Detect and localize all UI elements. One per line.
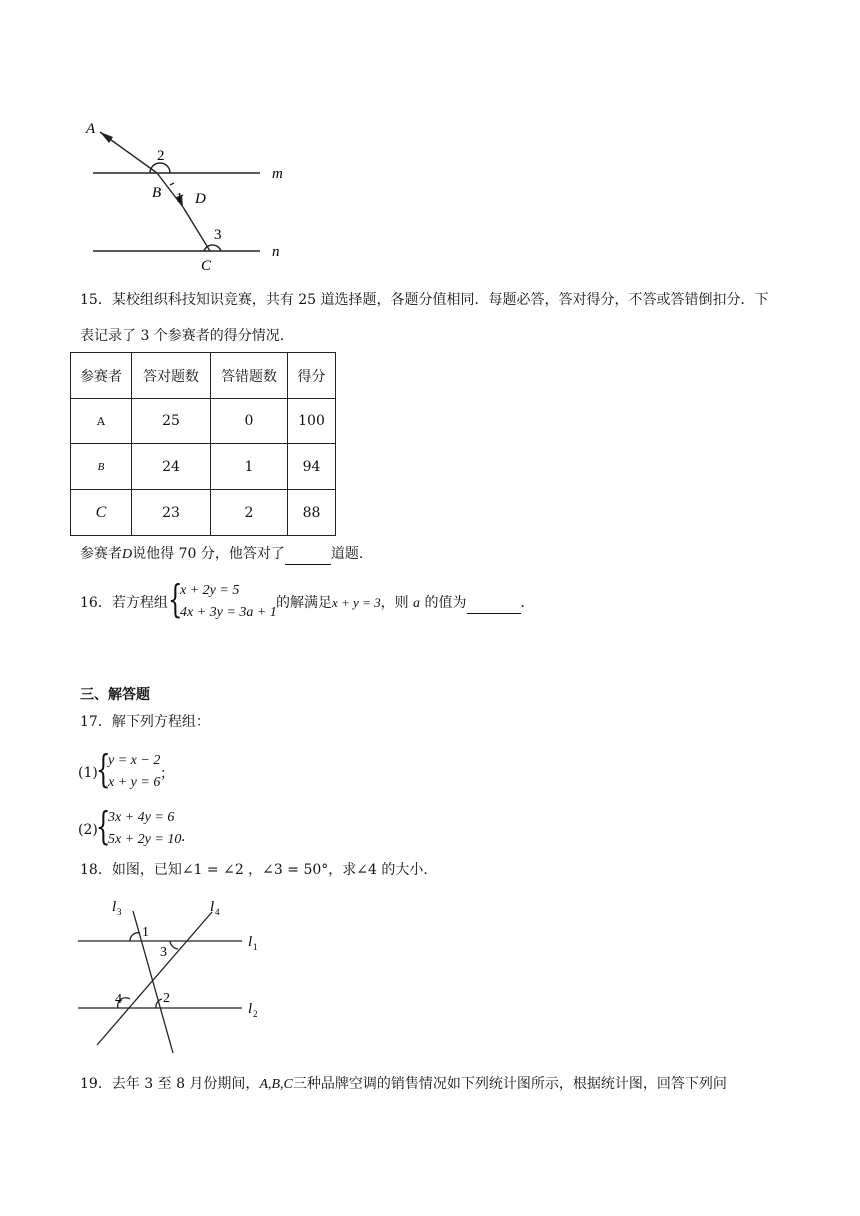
- table-cell: 0: [211, 399, 288, 444]
- table-cell: 94: [288, 444, 336, 490]
- q15-mid: 说他得 70 分，他答对了: [132, 546, 285, 562]
- q17-p1-eq1: y = x − 2: [108, 753, 161, 768]
- label-C: C: [201, 258, 212, 274]
- table-row: [71, 490, 336, 536]
- answer-blank[interactable]: [467, 599, 521, 614]
- q17-p1-label: (1): [78, 765, 98, 781]
- q15-suffix: 道题．: [330, 546, 373, 562]
- arrowhead-a: [100, 132, 113, 143]
- q17-p2-end: ．: [181, 829, 195, 845]
- table-cell: B: [71, 444, 132, 490]
- table-header-cell: 答错题数: [211, 353, 288, 399]
- q19-vars: A,B,C: [259, 1077, 293, 1092]
- brace-icon: {: [96, 747, 111, 791]
- q16-end: ．: [520, 595, 535, 611]
- q16-rest: [276, 593, 535, 614]
- answer-blank[interactable]: [285, 550, 331, 565]
- q16-condition: x + y = 3: [332, 595, 381, 610]
- angle-2-arc: [150, 163, 170, 173]
- figure-parallel-lines-mn: [80, 115, 300, 275]
- table-cell: 24: [132, 444, 211, 490]
- q17-p2-eq1: 3x + 4y = 6: [108, 810, 175, 825]
- table-cell: 2: [211, 490, 288, 536]
- label-angle-2: 2: [163, 991, 170, 1006]
- q16-mid2: ，则: [380, 595, 409, 611]
- table-cell: 25: [132, 399, 211, 444]
- label-l3: l: [112, 899, 117, 915]
- table-cell: 88: [288, 490, 336, 536]
- q19-text: [80, 1074, 727, 1095]
- q17-p1-end: ；: [160, 766, 174, 782]
- brace-icon: {: [168, 577, 183, 621]
- label-A: A: [86, 121, 96, 137]
- table-cell: 1: [211, 444, 288, 490]
- label-l2: l: [248, 1001, 253, 1017]
- q16-var-a: a: [413, 596, 421, 611]
- section-title: 三、解答题: [80, 687, 150, 703]
- figure-four-lines: [70, 895, 270, 1060]
- q15-var-d: D: [122, 547, 133, 562]
- label-l1-sub: 1: [253, 942, 258, 952]
- label-l4-sub: 4: [215, 907, 220, 917]
- q17-p2-label: (2): [78, 822, 98, 838]
- q16-prefix: 16．若方程组: [80, 595, 168, 611]
- label-1: 1: [176, 191, 183, 206]
- q15-question: [80, 544, 373, 565]
- label-angle-3: 3: [160, 945, 167, 960]
- label-l2-sub: 2: [253, 1009, 258, 1019]
- table-cell: 100: [288, 399, 336, 444]
- table-header-cell: 参赛者: [71, 353, 132, 399]
- label-D: D: [195, 191, 206, 207]
- label-l4: l: [210, 899, 215, 915]
- label-l3-sub: 3: [117, 907, 122, 917]
- label-angle-1: 1: [142, 925, 149, 940]
- q19-prefix: 19．去年 3 至 8 月份期间，: [80, 1076, 260, 1092]
- table-cell: 23: [132, 490, 211, 536]
- q17-p2-system: [96, 805, 186, 851]
- label-B: B: [152, 185, 162, 201]
- table-cell: A: [71, 399, 132, 444]
- q16-equation-system: [168, 578, 278, 624]
- q19-rest: 三种品牌空调的销售情况如下列统计图所示，根据统计图，回答下列问: [292, 1076, 727, 1092]
- q16-suffix: 的值为: [424, 595, 467, 611]
- q16-eq2: 4x + 3y = 3a + 1: [180, 605, 277, 620]
- q15-line1: 15．某校组织科技知识竞赛，共有 25 道选择题，各题分值相同．每题必答，答对得分，不答或答错倒扣分．下: [80, 292, 769, 308]
- segment-dc: [183, 207, 210, 251]
- q15-prefix: 参赛者: [80, 546, 122, 562]
- label-l1: l: [248, 934, 253, 950]
- label-angle-4: 4: [115, 992, 122, 1007]
- table-header-cell: 得分: [288, 353, 336, 399]
- q15-line2: 表记录了 3 个参赛者的得分情况．: [80, 328, 294, 344]
- q17-title: 17．解下列方程组：: [80, 714, 210, 730]
- table-cell: C: [71, 490, 132, 536]
- line-l4: [97, 912, 212, 1045]
- brace-icon: {: [96, 804, 111, 848]
- label-3: 3: [214, 227, 222, 243]
- q17-p2-eq2: 5x + 2y = 10: [108, 832, 182, 847]
- score-table: [70, 352, 336, 536]
- label-2: 2: [157, 148, 165, 164]
- q18-text: 18．如图，已知∠1 = ∠2 ，∠3 = 50°，求∠4 的大小．: [80, 862, 438, 878]
- table-header-cell: 答对题数: [132, 353, 211, 399]
- label-m: m: [272, 166, 283, 182]
- q17-p1-eq2: x + y = 6: [108, 775, 161, 790]
- table-row: [71, 399, 336, 444]
- q16-mid: 的解满足: [276, 595, 332, 611]
- label-n: n: [272, 244, 280, 260]
- table-header-row: [71, 353, 336, 399]
- q16-eq1: x + 2y = 5: [180, 583, 240, 598]
- table-row: [71, 444, 336, 490]
